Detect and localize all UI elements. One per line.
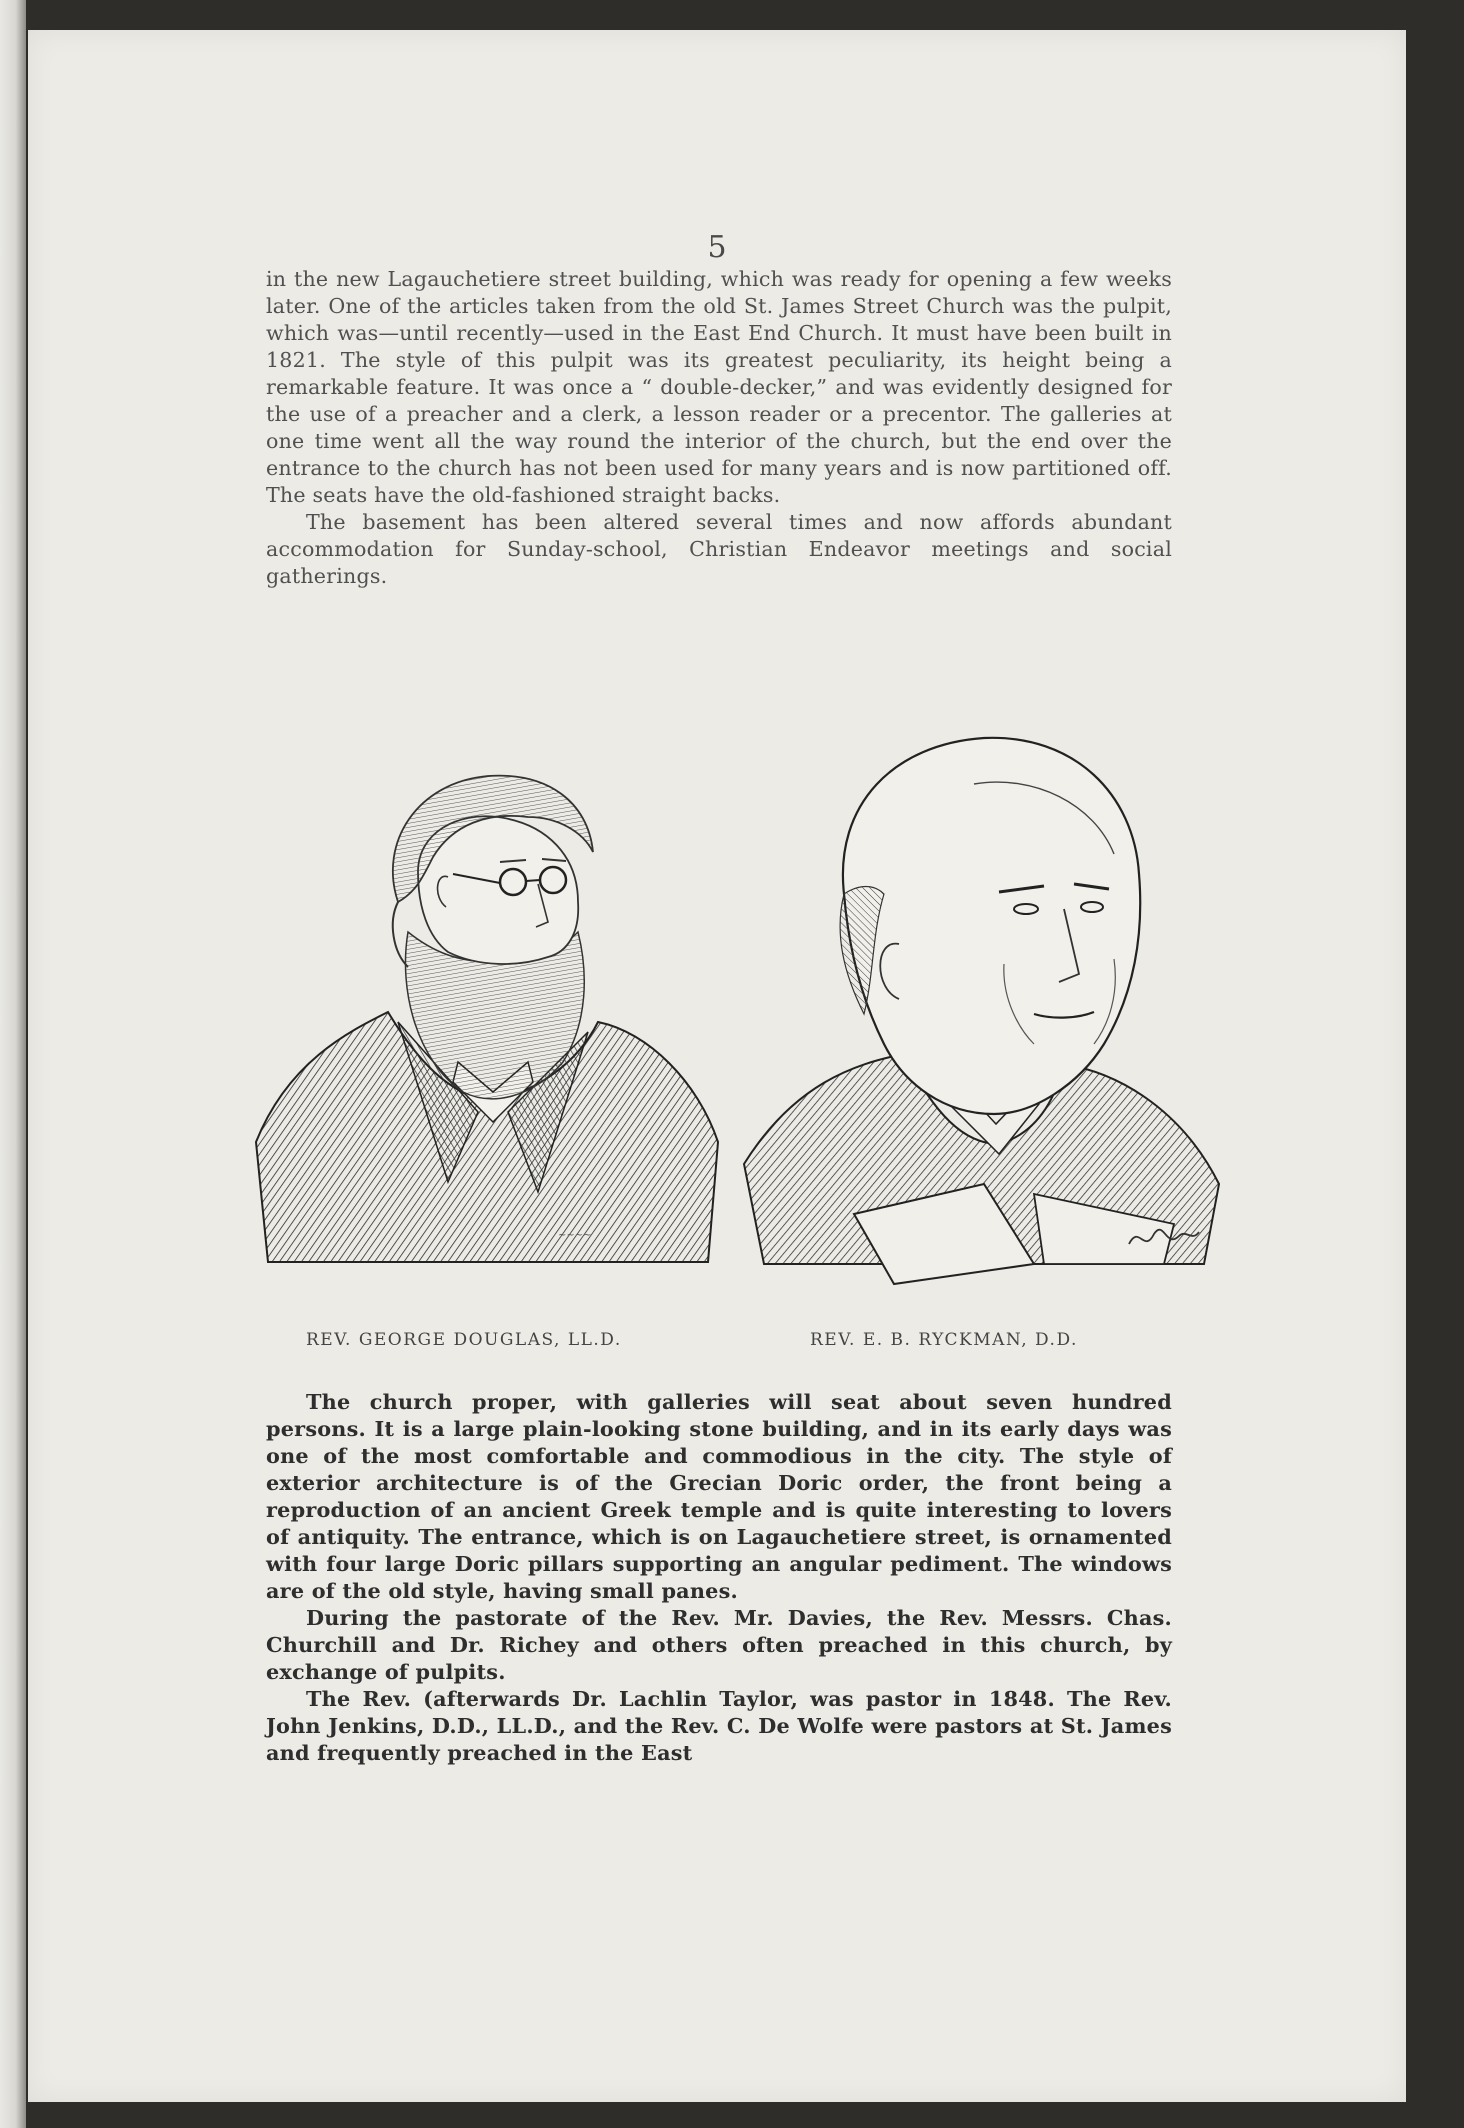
previous-page-edge — [0, 0, 26, 2128]
bottom-text-block — [266, 1388, 1172, 1766]
caption-george-douglas: REV. GEORGE DOUGLAS, LL.D. — [306, 1330, 622, 1350]
paragraph: The Rev. (afterwards Dr. Lachlin Taylor, was pastor in 1848. The Rev. John Jenkins, D.D., LL.D., and the Rev. C. De Wolfe were pastors at St. James and frequently preached in the East — [266, 1686, 1172, 1765]
top-text-block — [266, 266, 1172, 590]
paragraph: During the pastorate of the Rev. Mr. Davies, the Rev. Messrs. Chas. Churchill and Dr. Richey and others often preached in this church, by exchange of pulpits. — [266, 1605, 1172, 1684]
caption-e-b-ryckman: REV. E. B. RYCKMAN, D.D. — [810, 1330, 1078, 1350]
svg-text:~~~~: ~~~~ — [558, 1230, 592, 1241]
book-page — [28, 30, 1406, 2102]
portrait-e-b-ryckman — [734, 724, 1224, 1304]
page-number: 5 — [707, 230, 727, 265]
paragraph: The church proper, with galleries will seat about seven hundred persons. It is a large plain-looking stone building, and in its early days was one of the most comfortable and commodious in the city. The style of exterior architecture is of the Grecian Doric order, the front being a reproduction of an ancient Greek temple and is quite interesting to lovers of antiquity. The entrance, which is on Lagauchetiere street, is ornamented with four large Doric pillars supporting an angular pediment. The windows are of the old style, having small panes. — [266, 1389, 1172, 1603]
portrait-george-douglas — [248, 762, 728, 1268]
paragraph: The basement has been altered several times and now affords abundant accommodation for Sunday-school, Christian Endeavor meetings and social gatherings. — [266, 510, 1172, 588]
paragraph: in the new Lagauchetiere street building, which was ready for opening a few weeks later. One of the articles taken from the old St. James Street Church was the pulpit, which was—until recently—used in the East End Church. It must have been built in 1821. The style of this pulpit was its greatest peculiarity, its height being a remarkable feature. It was once a “ double-decker,” and was evidently designed for the use of a preacher and a clerk, a lesson reader or a precentor. The galleries at one time went all the way round the interior of the church, but the end over the entrance to the church has not been used for many years and is now partitioned off. The seats have the old-fashioned straight backs. — [266, 267, 1172, 507]
